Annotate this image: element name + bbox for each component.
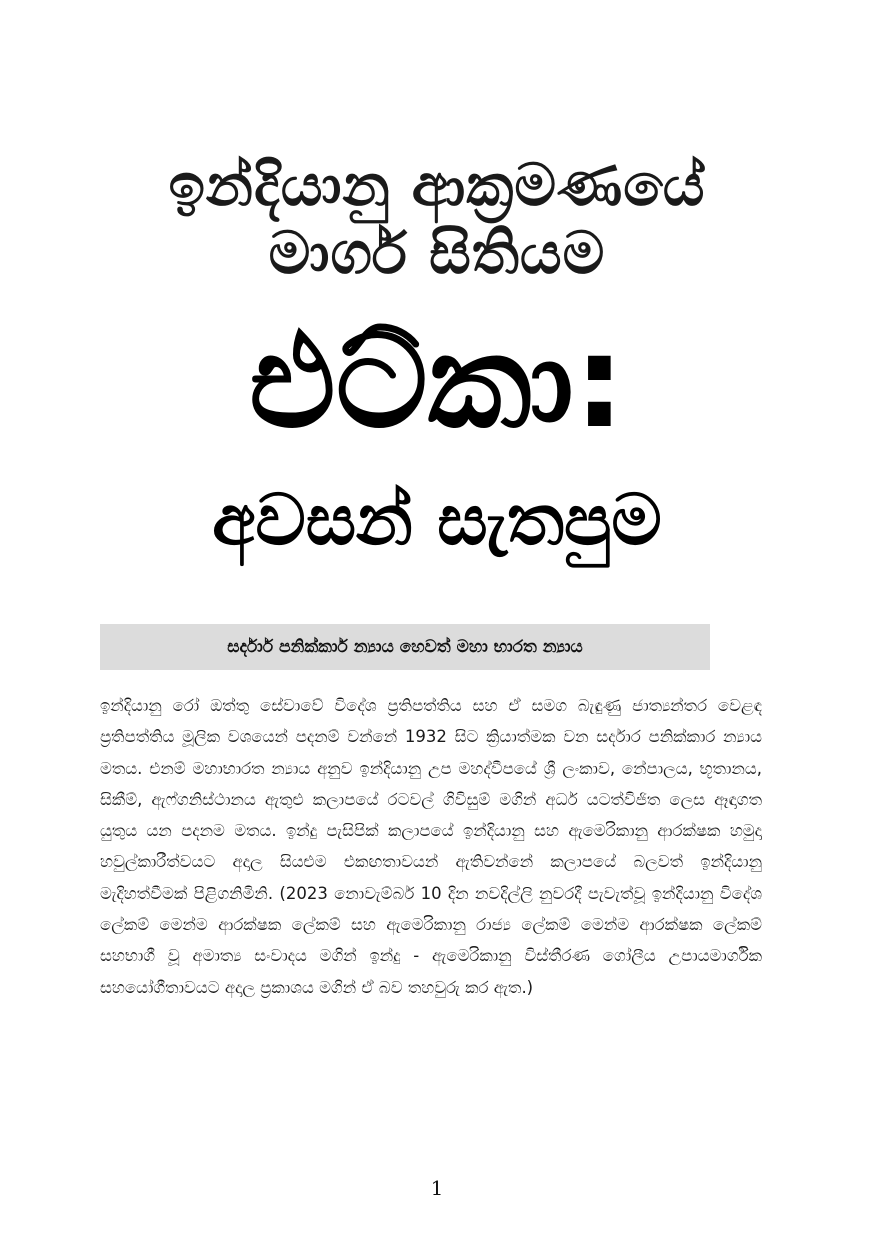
- main-title-word: එට්කා:: [249, 308, 625, 457]
- subtitle: අවසන් සැතපුම: [212, 479, 662, 561]
- section-heading-box: [100, 624, 710, 670]
- page-number: 1: [430, 1176, 444, 1200]
- body-paragraph: ඉන්දියානු රෝ ඔත්තු සේවාවේ විදේශ ප්‍රතිපත්තිය සහ ඒ සමග බැඳුණු ජාත්‍යන්තර වෙළඳ ප්‍රතිපත්තිය මූලික වශයෙන් පදනම් වන්නේ 1932 සිට ක්‍රියාත්මක වන සර්දාර පනික්කාර න්‍යාය මතය. එනම් මහාභාරත න්‍යාය අනුව ඉන්දියානු උප මහද්වීපයේ ශ්‍රී ලංකාව, නේපාලය, භූතානය, සිකීම්, ඇෆ්ගනිස්ථානය ඇතුළු කලාපයේ රටවල් ගිවිසුම් මගින් අර්ධ යටත්විජිත ලෙස ඈඳාගත යුතුය යන පදනම මතය. ඉන්දු පැසිපික් කලාපයේ ඉන්දියානු සහ ඇමෙරිකානු ආරක්ෂක හමුදා හවුල්කාරීත්වයට අදාල සියළුම එකඟතාවයන් ඇතිවන්නේ කලාපයේ බලවත් ඉන්දියානු මැදිහත්වීමක් පිළිගනිමිනි. (2023 නොවැම්බර් 10 දින නවදිල්ලි නුවරදී පැවැත්වූ ඉන්දියානු විදේශ ලේකම් මෙන්ම ආරක්ෂක ලේකම් සහ ඇමෙරිකානු රාජ්‍ය ලේකම් මෙන්ම ආරක්ෂක ලේකම් සහභාගී වූ අමාත්‍ය සංවාදය මගින් ඉන්දු - ඇමෙරිකානු විස්තීරණ ගෝලීය උපායමාර්ගික සහයෝගීතාවයට අදාල ප්‍රකාශය මගින් ඒ බව තහවුරු කර ඇත.): [100, 696, 762, 997]
- section-heading: සර්දාර් පනික්කාර් න්‍යාය හෙවත් මහා භාරත න්‍යාය: [227, 637, 583, 657]
- title-line-1: ඉන්දියානු ආක්‍රමණයේ: [168, 151, 706, 219]
- title-line-2: මාර්ග සිතියම: [268, 219, 606, 287]
